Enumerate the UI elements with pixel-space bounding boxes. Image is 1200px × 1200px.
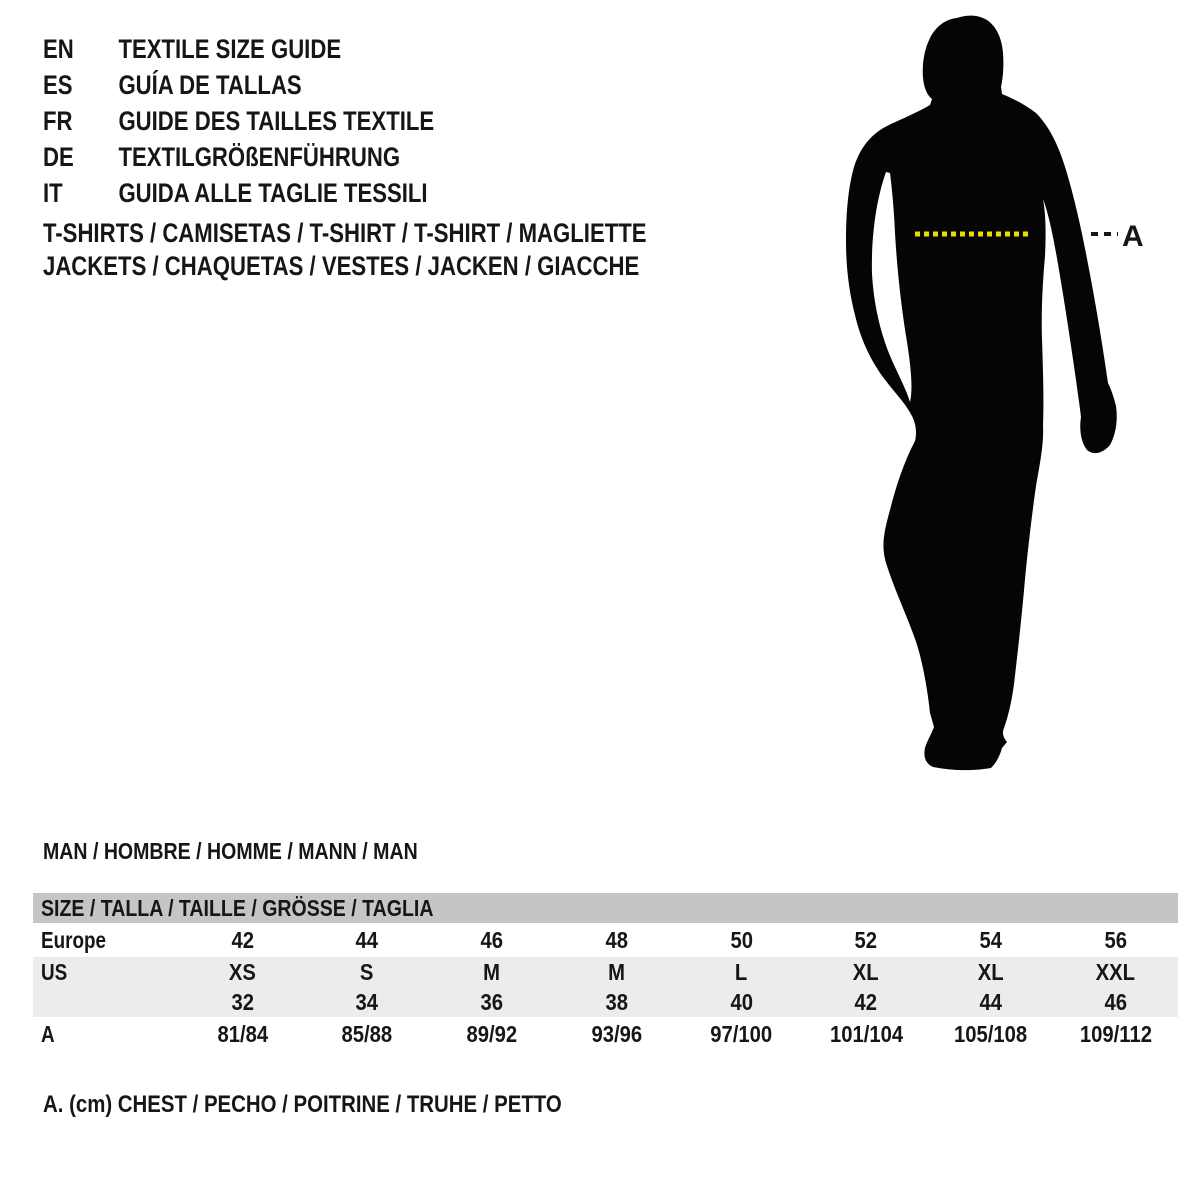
size-value: 42	[231, 926, 254, 953]
size-value: L	[735, 958, 748, 985]
size-value: 46	[480, 926, 504, 953]
size-value: XL	[977, 958, 1004, 985]
size-value: 105/108	[954, 1021, 1028, 1047]
size-value: 52	[854, 926, 878, 953]
row-label: A	[41, 1021, 55, 1047]
size-value: 32	[231, 988, 254, 1015]
size-value: 50	[730, 926, 753, 953]
language-guide-title: GUIDA ALLE TAGLIE TESSILI	[118, 178, 428, 208]
language-code: EN	[43, 34, 74, 64]
language-code: FR	[43, 106, 73, 136]
language-guide-title: TEXTILGRÖßENFÜHRUNG	[118, 142, 401, 172]
size-value: XXL	[1095, 958, 1136, 985]
size-table-header	[33, 893, 1178, 923]
size-value: XS	[228, 958, 256, 985]
table-row-europe	[33, 923, 1178, 957]
size-value: 48	[605, 926, 628, 953]
size-value: 36	[480, 988, 504, 1015]
size-value: 34	[355, 988, 379, 1015]
section-title-text: MAN / HOMBRE / HOMME / MANN / MAN	[43, 838, 418, 864]
table-row-chest-a	[33, 1017, 1178, 1052]
size-value: 46	[1104, 988, 1127, 1015]
size-value: 85/88	[341, 1021, 393, 1047]
category-line-jackets: JACKETS / CHAQUETAS / VESTES / JACKEN / GIACCHE	[43, 251, 640, 281]
size-value: 56	[1104, 926, 1127, 953]
language-code: ES	[43, 70, 73, 100]
size-value: XL	[853, 958, 880, 985]
size-value: 44	[355, 926, 379, 953]
section-title-man	[43, 839, 484, 863]
table-row-numeric	[33, 987, 1178, 1017]
measure-label-a: A	[1122, 220, 1144, 253]
language-code: DE	[43, 142, 74, 172]
size-value: 38	[605, 988, 628, 1015]
size-value: 109/112	[1079, 1021, 1152, 1047]
size-value: 101/104	[829, 1021, 903, 1047]
measurement-footnote-text: A. (cm) CHEST / PECHO / POITRINE / TRUHE / PETTO	[43, 1091, 562, 1118]
size-value: 42	[854, 988, 878, 1015]
size-value: 89/92	[466, 1021, 518, 1047]
row-label: US	[41, 958, 68, 985]
size-value: 93/96	[591, 1021, 642, 1047]
measurement-footnote	[43, 1092, 653, 1118]
size-value: M	[608, 958, 626, 985]
size-value: M	[483, 958, 501, 985]
size-value: 54	[979, 926, 1003, 953]
language-guide-title: TEXTILE SIZE GUIDE	[118, 34, 342, 64]
category-line-tshirts: T-SHIRTS / CAMISETAS / T-SHIRT / T-SHIRT / MAGLIETTE	[43, 218, 647, 248]
size-value: 81/84	[217, 1021, 268, 1047]
table-row-us	[33, 957, 1178, 987]
size-value: 44	[979, 988, 1003, 1015]
size-value: 40	[730, 988, 753, 1015]
size-table	[33, 893, 1178, 1052]
size-value: S	[360, 958, 374, 985]
size-table-header-text: SIZE / TALLA / TAILLE / GRÖSSE / TAGLIA	[41, 894, 434, 921]
row-label: Europe	[41, 926, 106, 953]
language-guide-title: GUÍA DE TALLAS	[118, 70, 302, 100]
language-guide-title: GUIDE DES TAILLES TEXTILE	[118, 106, 435, 136]
size-value: 97/100	[710, 1021, 773, 1047]
language-code: IT	[43, 178, 63, 208]
man-silhouette	[846, 16, 1117, 771]
